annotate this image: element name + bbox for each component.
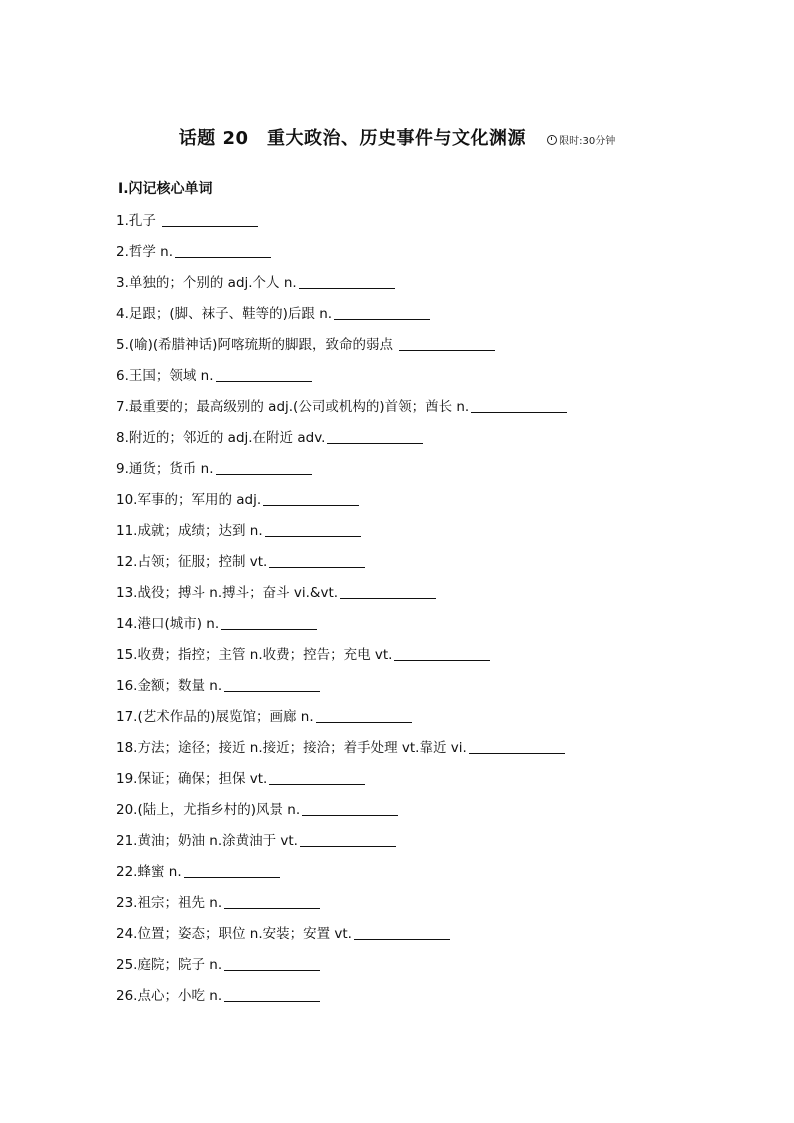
answer-blank[interactable] bbox=[299, 272, 395, 289]
answer-blank[interactable] bbox=[224, 954, 320, 971]
answer-blank[interactable] bbox=[263, 489, 359, 506]
list-item bbox=[116, 239, 567, 270]
list-item bbox=[116, 518, 567, 549]
list-item bbox=[116, 394, 567, 425]
item-text: 1.孔子 bbox=[116, 213, 161, 229]
answer-blank[interactable] bbox=[175, 241, 271, 258]
answer-blank[interactable] bbox=[216, 458, 312, 475]
list-item bbox=[116, 673, 567, 704]
item-text: 8.附近的；邻近的 adj.在附近 adv. bbox=[116, 430, 326, 446]
list-item bbox=[116, 332, 567, 363]
item-text: 21.黄油；奶油 n.涂黄油于 vt. bbox=[116, 833, 298, 849]
answer-blank[interactable] bbox=[399, 334, 495, 351]
answer-blank[interactable] bbox=[340, 582, 436, 599]
alarm-clock-icon bbox=[547, 135, 557, 145]
list-item bbox=[116, 735, 567, 766]
list-item bbox=[116, 859, 567, 890]
answer-blank[interactable] bbox=[269, 768, 365, 785]
item-text: 25.庭院；院子 n. bbox=[116, 957, 223, 973]
item-text: 20.(陆上，尤指乡村的)风景 n. bbox=[116, 802, 301, 818]
list-item bbox=[116, 890, 567, 921]
answer-blank[interactable] bbox=[469, 737, 565, 754]
item-text: 22.蜂蜜 n. bbox=[116, 864, 182, 880]
item-text: 9.通货；货币 n. bbox=[116, 461, 214, 477]
item-text: 26.点心；小吃 n. bbox=[116, 988, 223, 1004]
list-item bbox=[116, 208, 567, 239]
answer-blank[interactable] bbox=[269, 551, 365, 568]
list-item bbox=[116, 270, 567, 301]
item-text: 2.哲学 n. bbox=[116, 244, 174, 260]
item-text: 24.位置；姿态；职位 n.安装；安置 vt. bbox=[116, 926, 352, 942]
item-text: 10.军事的；军用的 adj. bbox=[116, 492, 262, 508]
item-text: 18.方法；途径；接近 n.接近；接洽；着手处理 vt.靠近 vi. bbox=[116, 740, 467, 756]
title-row bbox=[0, 124, 794, 150]
list-item bbox=[116, 921, 567, 952]
answer-blank[interactable] bbox=[265, 520, 361, 537]
answer-blank[interactable] bbox=[354, 923, 450, 940]
list-item bbox=[116, 487, 567, 518]
answer-blank[interactable] bbox=[302, 799, 398, 816]
item-text: 23.祖宗；祖先 n. bbox=[116, 895, 223, 911]
answer-blank[interactable] bbox=[327, 427, 423, 444]
time-limit-text: 限时:30分钟 bbox=[559, 136, 616, 147]
list-item bbox=[116, 301, 567, 332]
item-text: 16.金额；数量 n. bbox=[116, 678, 223, 694]
list-item bbox=[116, 456, 567, 487]
list-item bbox=[116, 797, 567, 828]
item-text: 14.港口(城市) n. bbox=[116, 616, 220, 632]
item-text: 6.王国；领域 n. bbox=[116, 368, 214, 384]
item-text: 19.保证；确保；担保 vt. bbox=[116, 771, 268, 787]
item-text: 4.足跟；(脚、袜子、鞋等的)后跟 n. bbox=[116, 306, 333, 322]
section-heading: Ⅰ.闪记核心单词 bbox=[118, 181, 213, 197]
item-text: 3.单独的；个别的 adj.个人 n. bbox=[116, 275, 297, 291]
item-text: 12.占领；征服；控制 vt. bbox=[116, 554, 268, 570]
list-item bbox=[116, 952, 567, 983]
answer-blank[interactable] bbox=[394, 644, 490, 661]
answer-blank[interactable] bbox=[162, 210, 258, 227]
list-item bbox=[116, 704, 567, 735]
item-text: 5.(喻)(希腊神话)阿喀琉斯的脚跟，致命的弱点 bbox=[116, 337, 398, 353]
list-item bbox=[116, 363, 567, 394]
list-item bbox=[116, 642, 567, 673]
page-title: 话题 20 重大政治、历史事件与文化渊源 bbox=[178, 128, 527, 149]
answer-blank[interactable] bbox=[216, 365, 312, 382]
item-text: 11.成就；成绩；达到 n. bbox=[116, 523, 263, 539]
list-item bbox=[116, 766, 567, 797]
answer-blank[interactable] bbox=[224, 892, 320, 909]
item-text: 17.(艺术作品的)展览馆；画廊 n. bbox=[116, 709, 314, 725]
time-limit bbox=[547, 136, 615, 147]
answer-blank[interactable] bbox=[300, 830, 396, 847]
answer-blank[interactable] bbox=[221, 613, 317, 630]
list-item bbox=[116, 828, 567, 859]
item-text: 13.战役；搏斗 n.搏斗；奋斗 vi.&vt. bbox=[116, 585, 339, 601]
item-text: 7.最重要的；最高级别的 adj.(公司或机构的)首领；酋长 n. bbox=[116, 399, 470, 415]
item-text: 15.收费；指控；主管 n.收费；控告；充电 vt. bbox=[116, 647, 393, 663]
list-item bbox=[116, 983, 567, 1014]
answer-blank[interactable] bbox=[334, 303, 430, 320]
answer-blank[interactable] bbox=[316, 706, 412, 723]
answer-blank[interactable] bbox=[471, 396, 567, 413]
answer-blank[interactable] bbox=[224, 985, 320, 1002]
list-item bbox=[116, 611, 567, 642]
answer-blank[interactable] bbox=[184, 861, 280, 878]
answer-blank[interactable] bbox=[224, 675, 320, 692]
vocabulary-list bbox=[116, 208, 567, 1014]
list-item bbox=[116, 425, 567, 456]
list-item bbox=[116, 580, 567, 611]
list-item bbox=[116, 549, 567, 580]
